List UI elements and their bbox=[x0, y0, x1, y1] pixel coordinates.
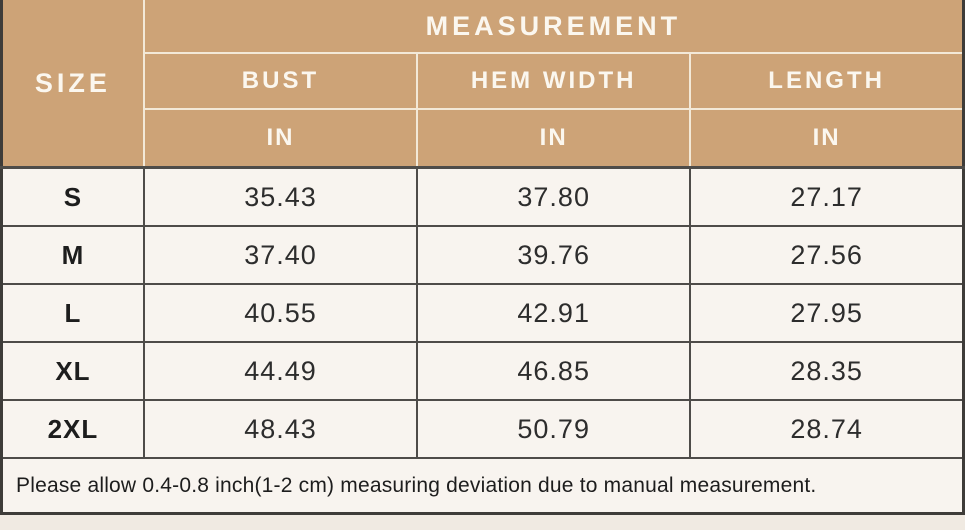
table-row bbox=[2, 342, 964, 400]
unit-length: IN bbox=[690, 109, 963, 168]
size-label: L bbox=[2, 284, 144, 342]
hem-width-value: 42.91 bbox=[417, 284, 690, 342]
col-header-bust: BUST bbox=[144, 53, 417, 109]
unit-hem-width: IN bbox=[417, 109, 690, 168]
header-row-units bbox=[2, 109, 964, 168]
hem-width-value: 46.85 bbox=[417, 342, 690, 400]
table-row bbox=[2, 168, 964, 227]
hem-width-value: 37.80 bbox=[417, 168, 690, 227]
col-header-hem-width: HEM WIDTH bbox=[417, 53, 690, 109]
bust-value: 40.55 bbox=[144, 284, 417, 342]
length-value: 27.56 bbox=[690, 226, 963, 284]
hem-width-value: 50.79 bbox=[417, 400, 690, 458]
length-value: 28.74 bbox=[690, 400, 963, 458]
bust-value: 44.49 bbox=[144, 342, 417, 400]
measurement-group-header: MEASUREMENT bbox=[144, 0, 964, 53]
hem-width-value: 39.76 bbox=[417, 226, 690, 284]
length-value: 27.95 bbox=[690, 284, 963, 342]
header-row-group bbox=[2, 0, 964, 53]
unit-bust: IN bbox=[144, 109, 417, 168]
table-row bbox=[2, 400, 964, 458]
bust-value: 37.40 bbox=[144, 226, 417, 284]
size-column-header: SIZE bbox=[2, 0, 144, 168]
table-row bbox=[2, 226, 964, 284]
table-row bbox=[2, 284, 964, 342]
size-label: XL bbox=[2, 342, 144, 400]
bust-value: 35.43 bbox=[144, 168, 417, 227]
size-label: 2XL bbox=[2, 400, 144, 458]
bust-value: 48.43 bbox=[144, 400, 417, 458]
footnote: Please allow 0.4-0.8 inch(1-2 cm) measuring deviation due to manual measurement. bbox=[2, 458, 964, 514]
length-value: 27.17 bbox=[690, 168, 963, 227]
footnote-row bbox=[2, 458, 964, 514]
header-row-labels bbox=[2, 53, 964, 109]
size-label: S bbox=[2, 168, 144, 227]
col-header-length: LENGTH bbox=[690, 53, 963, 109]
size-label: M bbox=[2, 226, 144, 284]
length-value: 28.35 bbox=[690, 342, 963, 400]
